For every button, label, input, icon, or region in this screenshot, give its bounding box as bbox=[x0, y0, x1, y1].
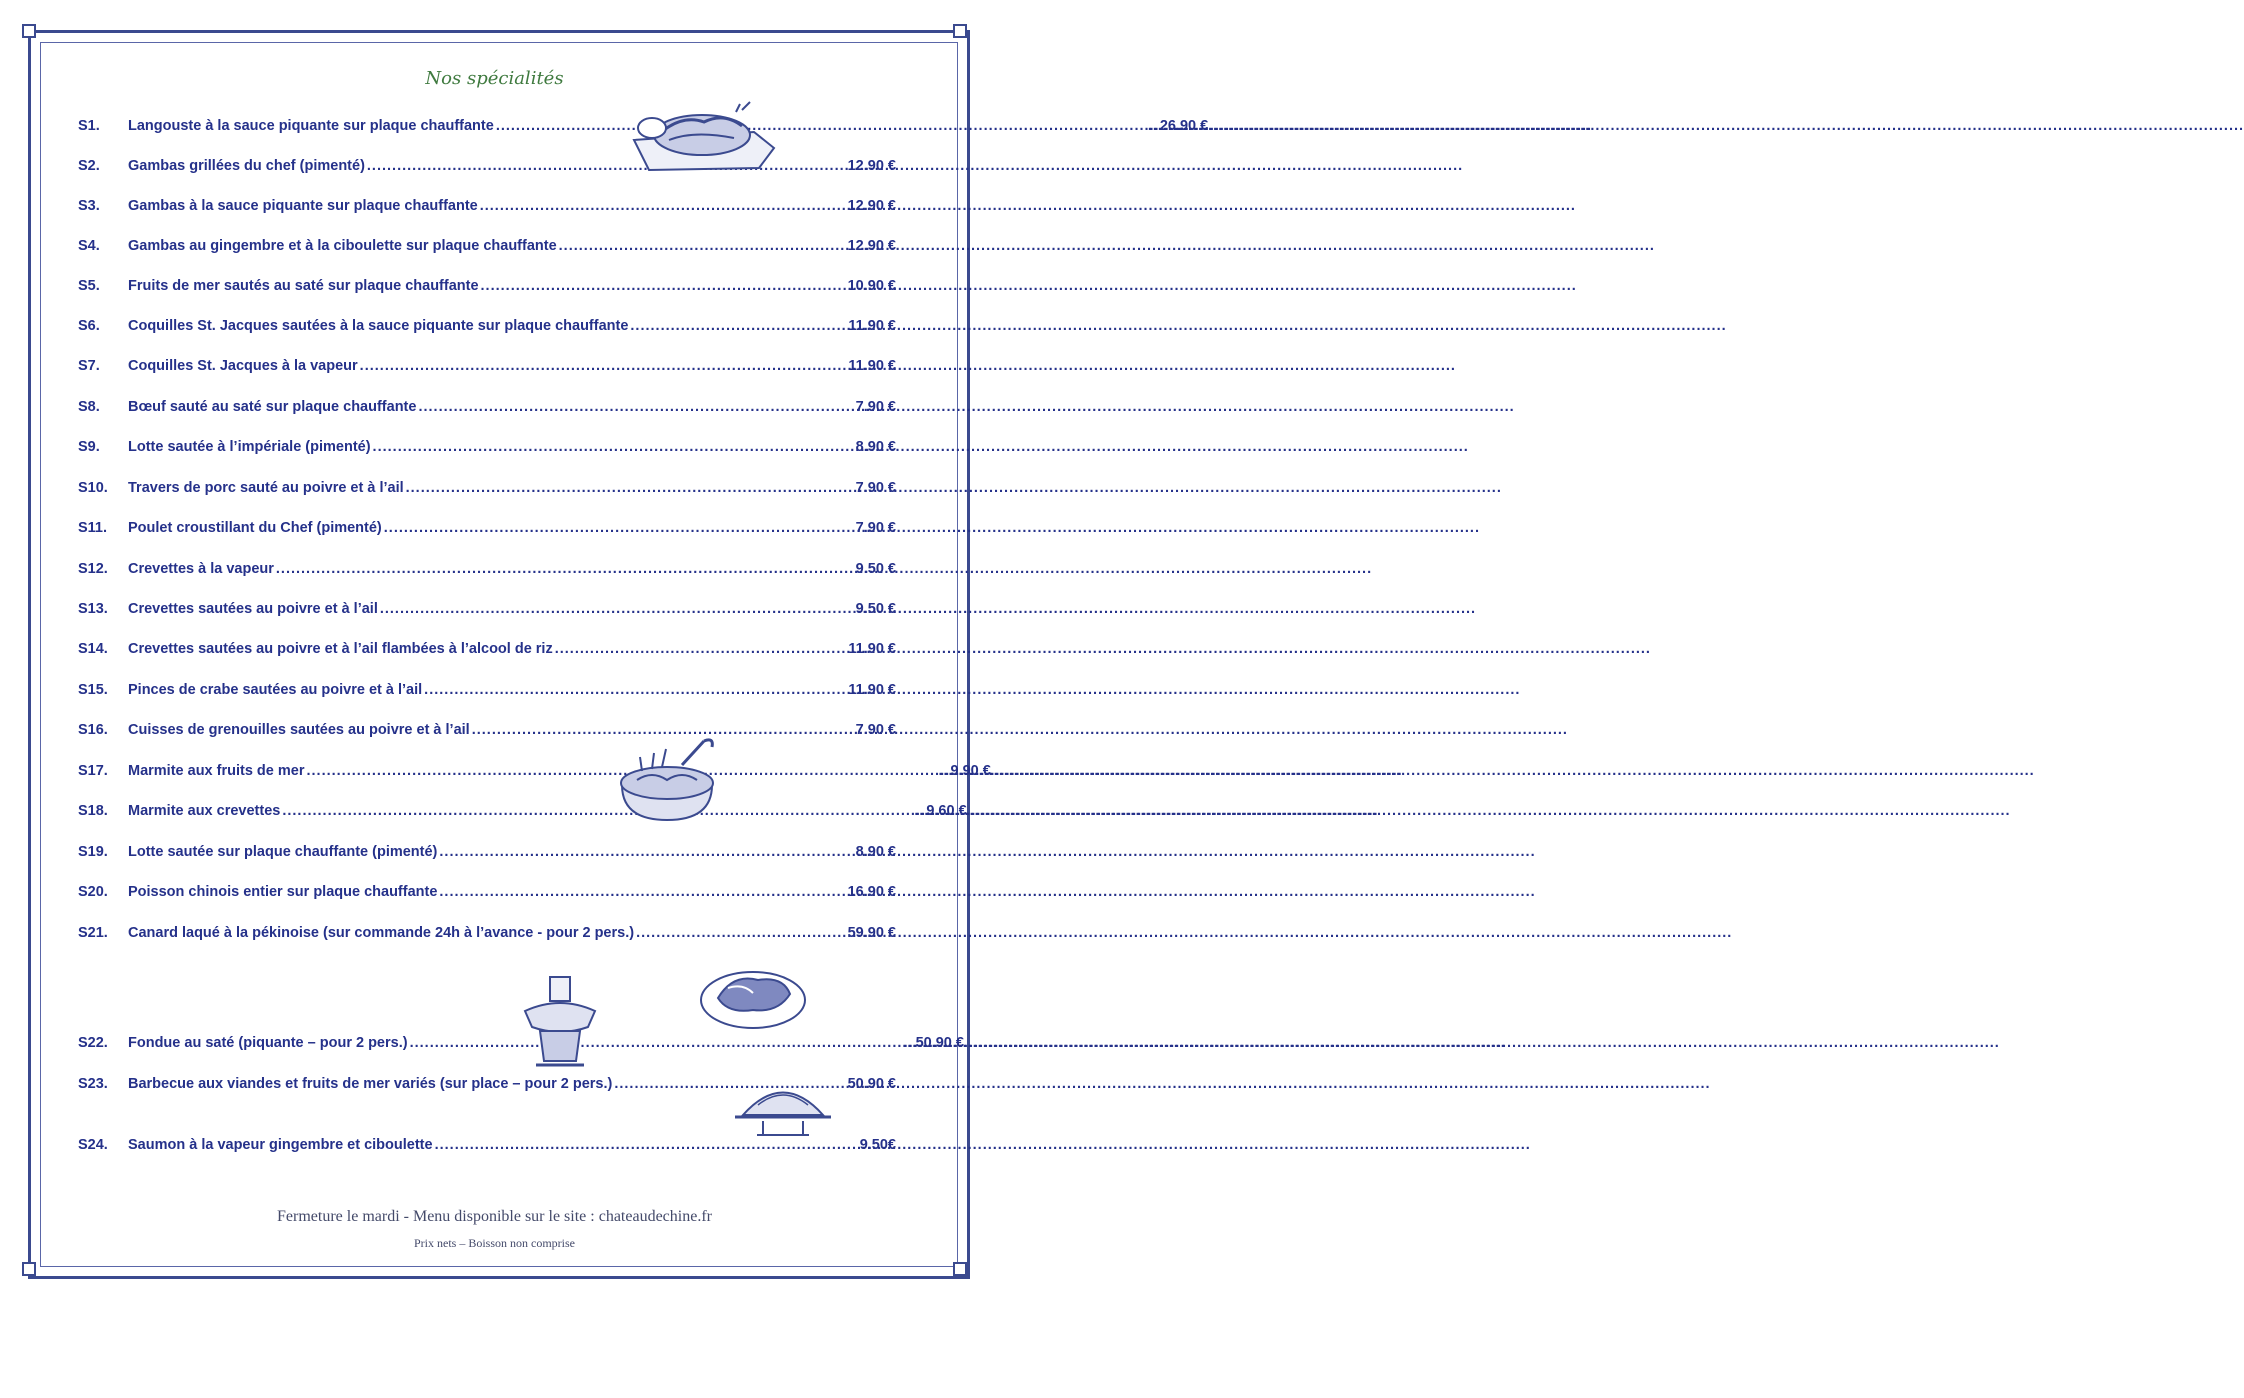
menu-item-price: 16.90 € bbox=[847, 884, 896, 900]
menu-item-code: S12. bbox=[78, 561, 108, 577]
menu-item-code: S11. bbox=[78, 520, 108, 536]
leader-dots bbox=[373, 439, 854, 455]
menu-item-price: 11.90 € bbox=[848, 318, 896, 334]
menu-item bbox=[78, 925, 896, 947]
menu-item bbox=[78, 884, 896, 906]
leader-dots bbox=[439, 884, 845, 900]
menu-item-name: Crevettes sautées au poivre et à l’ail flambées à l’alcool de riz bbox=[128, 641, 553, 657]
page-title: Nos spécialités bbox=[425, 68, 564, 89]
menu-item bbox=[78, 399, 896, 421]
menu-item-code: S9. bbox=[78, 439, 100, 455]
leader-dots bbox=[276, 561, 854, 577]
menu-item-name: Fondue au saté (piquante – pour 2 pers.) bbox=[128, 1035, 408, 1051]
menu-item-name: Coquilles St. Jacques sautées à la sauce piquante sur plaque chauffante bbox=[128, 318, 629, 334]
menu-item-price: 12.90 € bbox=[847, 158, 896, 174]
menu-item-price: 7.90 € bbox=[855, 399, 896, 415]
menu-item-code: S16. bbox=[78, 722, 108, 738]
menu-item-code: S13. bbox=[78, 601, 108, 617]
menu-item-code: S5. bbox=[78, 278, 100, 294]
menu-item-price: 9.50 € bbox=[855, 561, 896, 577]
menu-item-price: 59.90 € bbox=[847, 925, 896, 941]
menu-item-code: S1. bbox=[78, 118, 100, 134]
menu-item-code: S4. bbox=[78, 238, 100, 254]
leader-dots bbox=[406, 480, 854, 496]
covered-dish-icon bbox=[733, 1075, 833, 1140]
menu-item-code: S3. bbox=[78, 198, 100, 214]
menu-item-code: S10. bbox=[78, 480, 108, 496]
leader-dots bbox=[480, 198, 846, 214]
leader-dots bbox=[360, 358, 847, 374]
menu-item-price: 7.90 € bbox=[855, 480, 896, 496]
menu-item-price: 7.90 € bbox=[855, 520, 896, 536]
menu-item-name: Pinces de crabe sautées au poivre et à l’ail bbox=[128, 682, 423, 698]
menu-item-price: 50.90 € bbox=[847, 1076, 896, 1092]
menu-item-code: S7. bbox=[78, 358, 100, 374]
leader-dots bbox=[636, 925, 846, 941]
menu-item-code: S24. bbox=[78, 1137, 108, 1153]
menu-item-code: S23. bbox=[78, 1076, 108, 1092]
menu-item-price: 9.50€ bbox=[859, 1137, 896, 1153]
leader-dots bbox=[418, 399, 853, 415]
menu-item-name: Bœuf sauté au saté sur plaque chauffante bbox=[128, 399, 417, 415]
footer-note: Fermeture le mardi - Menu disponible sur le site : chateaudechine.fr bbox=[277, 1208, 712, 1225]
menu-item-price: 9.90 € bbox=[950, 763, 991, 779]
menu-item-code: S6. bbox=[78, 318, 100, 334]
leader-dots bbox=[555, 641, 847, 657]
menu-item bbox=[78, 439, 896, 461]
menu-item-price: 9.50 € bbox=[855, 601, 896, 617]
menu-item-name: Lotte sautée à l’impériale (pimenté) bbox=[128, 439, 371, 455]
menu-item-code: S21. bbox=[78, 925, 108, 941]
menu-item-name: Marmite aux fruits de mer bbox=[128, 763, 305, 779]
menu-item-name: Langouste à la sauce piquante sur plaque chauffante bbox=[128, 118, 494, 134]
menu-item-name: Gambas au gingembre et à la ciboulette sur plaque chauffante bbox=[128, 238, 557, 254]
menu-item-name: Lotte sautée sur plaque chauffante (pimenté) bbox=[128, 844, 438, 860]
leader-dots bbox=[384, 520, 854, 536]
menu-item-name: Crevettes sautées au poivre et à l’ail bbox=[128, 601, 378, 617]
menu-item-name: Coquilles St. Jacques à la vapeur bbox=[128, 358, 358, 374]
menu-item bbox=[78, 238, 896, 260]
leader-dots bbox=[1148, 118, 1158, 134]
leader-dots bbox=[439, 844, 853, 860]
leader-dots bbox=[904, 1035, 914, 1051]
sizzling-plate-icon bbox=[624, 100, 784, 175]
menu-item-name: Cuisses de grenouilles sautées au poivre et à l’ail bbox=[128, 722, 470, 738]
menu-item-name: Canard laqué à la pékinoise (sur commande 24h à l’avance - pour 2 pers.) bbox=[128, 925, 635, 941]
menu-item bbox=[78, 1035, 964, 1057]
leader-dots bbox=[630, 318, 846, 334]
menu-item-name: Gambas à la sauce piquante sur plaque chauffante bbox=[128, 198, 478, 214]
menu-item bbox=[78, 641, 896, 663]
menu-item-code: S19. bbox=[78, 844, 108, 860]
menu-item-name: Barbecue aux viandes et fruits de mer variés (sur place – pour 2 pers.) bbox=[128, 1076, 613, 1092]
menu-item-code: S20. bbox=[78, 884, 108, 900]
leader-dots bbox=[938, 763, 948, 779]
menu-item-name: Gambas grillées du chef (pimenté) bbox=[128, 158, 365, 174]
menu-item-code: S18. bbox=[78, 803, 108, 819]
leader-dots bbox=[559, 238, 846, 254]
menu-item-price: 12.90 € bbox=[847, 198, 896, 214]
fondue-pot-icon bbox=[520, 975, 600, 1070]
leader-dots bbox=[914, 803, 924, 819]
leader-dots bbox=[424, 682, 846, 698]
menu-item-price: 11.90 € bbox=[848, 682, 896, 698]
menu-item-price: 11.90 € bbox=[848, 641, 896, 657]
menu-item-code: S14. bbox=[78, 641, 108, 657]
menu-item-code: S22. bbox=[78, 1035, 108, 1051]
leader-dots bbox=[410, 1035, 800, 1051]
menu-item-price: 9.60 € bbox=[926, 803, 967, 819]
menu-item-name: Poulet croustillant du Chef (pimenté) bbox=[128, 520, 382, 536]
leader-dots bbox=[380, 601, 854, 617]
menu-item bbox=[78, 318, 896, 340]
seafood-pot-icon bbox=[612, 735, 732, 830]
menu-item bbox=[78, 520, 896, 542]
menu-item-code: S17. bbox=[78, 763, 108, 779]
menu-item-name: Travers de porc sauté au poivre et à l’ail bbox=[128, 480, 404, 496]
menu-item bbox=[78, 358, 896, 380]
menu-item bbox=[78, 763, 991, 785]
menu-item-name: Fruits de mer sautés au saté sur plaque chauffante bbox=[128, 278, 479, 294]
menu-item-price: 26.90 € bbox=[1159, 118, 1209, 134]
menu-item bbox=[78, 601, 896, 623]
menu-item-price: 10.90 € bbox=[847, 278, 896, 294]
menu-item-name: Poisson chinois entier sur plaque chauffante bbox=[128, 884, 438, 900]
menu-item bbox=[78, 844, 896, 866]
menu-item-price: 12.90 € bbox=[847, 238, 896, 254]
menu-item bbox=[78, 1137, 896, 1159]
menu-item-name: Marmite aux crevettes bbox=[128, 803, 281, 819]
menu-item bbox=[78, 278, 896, 300]
menu-item bbox=[78, 561, 896, 583]
leader-dots bbox=[481, 278, 846, 294]
footer-sub-note: Prix nets – Boisson non comprise bbox=[414, 1236, 575, 1250]
menu-item bbox=[78, 198, 896, 220]
menu-item-price: 8.90 € bbox=[855, 439, 896, 455]
menu-item-price: 11.90 € bbox=[848, 358, 896, 374]
roast-duck-icon bbox=[698, 958, 808, 1033]
menu-item-price: 7.90 € bbox=[855, 722, 896, 738]
menu-item bbox=[78, 682, 896, 704]
menu-item bbox=[78, 480, 896, 502]
menu-item bbox=[78, 722, 896, 744]
menu-item-name: Crevettes à la vapeur bbox=[128, 561, 274, 577]
menu-item-code: S8. bbox=[78, 399, 100, 415]
menu-item-code: S2. bbox=[78, 158, 100, 174]
menu-item-price: 8.90 € bbox=[855, 844, 896, 860]
menu-item-name: Saumon à la vapeur gingembre et ciboulette bbox=[128, 1137, 433, 1153]
menu-item bbox=[78, 803, 967, 825]
menu-item-price: 50.90 € bbox=[915, 1035, 964, 1051]
menu-item-code: S15. bbox=[78, 682, 108, 698]
